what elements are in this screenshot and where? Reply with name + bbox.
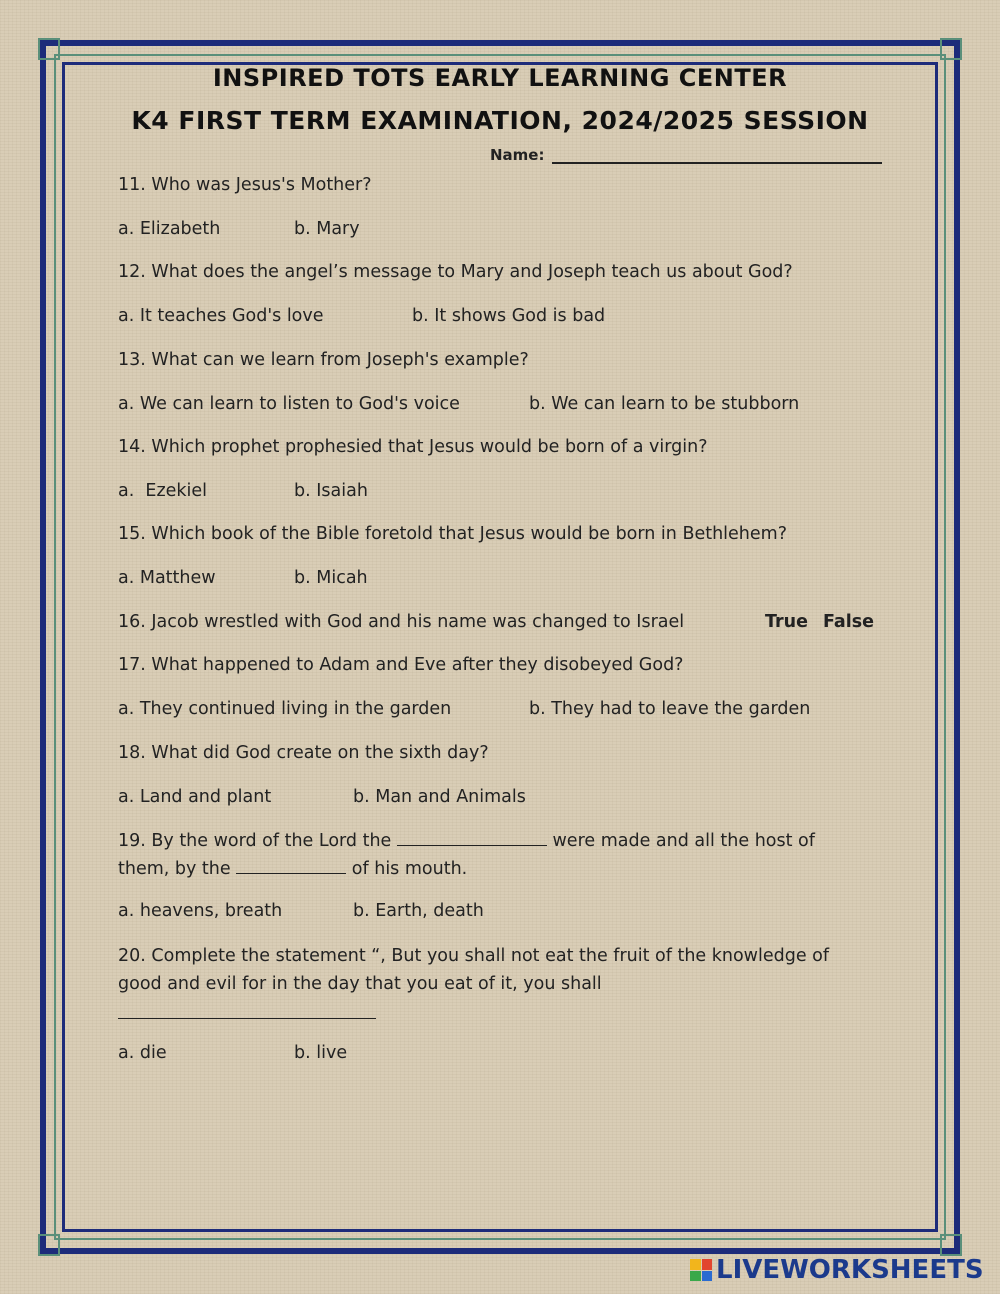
name-field [490, 146, 882, 164]
answer-blank[interactable] [118, 1002, 376, 1019]
option-b[interactable]: b. It shows God is bad [412, 306, 606, 326]
question-11: 11. Who was Jesus's Mother? [118, 175, 372, 195]
question-15: 15. Which book of the Bible foretold that Jesus would be born in Bethlehem? [118, 524, 787, 544]
option-b[interactable]: b. We can learn to be stubborn [529, 394, 800, 414]
corner-ornament [38, 38, 60, 60]
option-b[interactable]: b. Man and Animals [353, 787, 526, 807]
answer-blank[interactable] [397, 829, 547, 846]
question-13: 13. What can we learn from Joseph's example? [118, 350, 529, 370]
option-a[interactable]: a. Elizabeth [118, 219, 221, 239]
question-19-text-1: 19. By the word of the Lord the [118, 831, 392, 851]
corner-ornament [38, 1234, 60, 1256]
question-14: 14. Which prophet prophesied that Jesus would be born of a virgin? [118, 437, 708, 457]
question-12: 12. What does the angel’s message to Mary and Joseph teach us about God? [118, 262, 793, 282]
question-20-text: 20. Complete the statement “, But you shall not eat the fruit of the knowledge of good and evil for in the day that you eat of it, you shall [118, 946, 830, 994]
option-b[interactable]: b. They had to leave the garden [529, 699, 811, 719]
answer-line[interactable] [118, 1002, 376, 1019]
question-19-text-2: were made and all the host of them, by the [118, 831, 815, 879]
option-b[interactable]: b. Isaiah [294, 481, 368, 501]
option-a[interactable]: a. Ezekiel [118, 481, 208, 501]
option-b[interactable]: b. Mary [294, 219, 360, 239]
name-input-line[interactable] [552, 146, 882, 164]
option-b[interactable]: b. live [294, 1043, 348, 1063]
name-label: Name: [490, 146, 545, 164]
school-name: INSPIRED TOTS EARLY LEARNING CENTER [212, 64, 788, 92]
option-b[interactable]: b. Earth, death [353, 901, 484, 921]
option-a[interactable]: a. It teaches God's love [118, 306, 324, 326]
question-16: 16. Jacob wrestled with God and his name was changed to Israel [118, 612, 685, 632]
option-a[interactable]: a. They continued living in the garden [118, 699, 452, 719]
answer-blank[interactable] [236, 857, 346, 874]
option-a[interactable]: a. We can learn to listen to God's voice [118, 394, 460, 414]
corner-ornament [940, 38, 962, 60]
question-18: 18. What did God create on the sixth day? [118, 743, 489, 763]
brand-name: LIVEWORKSHEETS [716, 1255, 984, 1285]
question-17: 17. What happened to Adam and Eve after they disobeyed God? [118, 655, 684, 675]
question-19-text-3: of his mouth. [351, 859, 468, 879]
question-20 [118, 942, 868, 998]
logo-blocks-icon [690, 1259, 712, 1281]
liveworksheets-logo [690, 1256, 984, 1284]
option-a[interactable]: a. heavens, breath [118, 901, 283, 921]
option-a[interactable]: a. Land and plant [118, 787, 272, 807]
false-option[interactable]: False [823, 612, 875, 632]
true-option[interactable]: True [765, 612, 808, 632]
option-b[interactable]: b. Micah [294, 568, 368, 588]
option-a[interactable]: a. die [118, 1043, 167, 1063]
corner-ornament [940, 1234, 962, 1256]
option-a[interactable]: a. Matthew [118, 568, 216, 588]
exam-title: K4 FIRST TERM EXAMINATION, 2024/2025 SESSION [131, 106, 869, 135]
question-19 [118, 827, 868, 883]
